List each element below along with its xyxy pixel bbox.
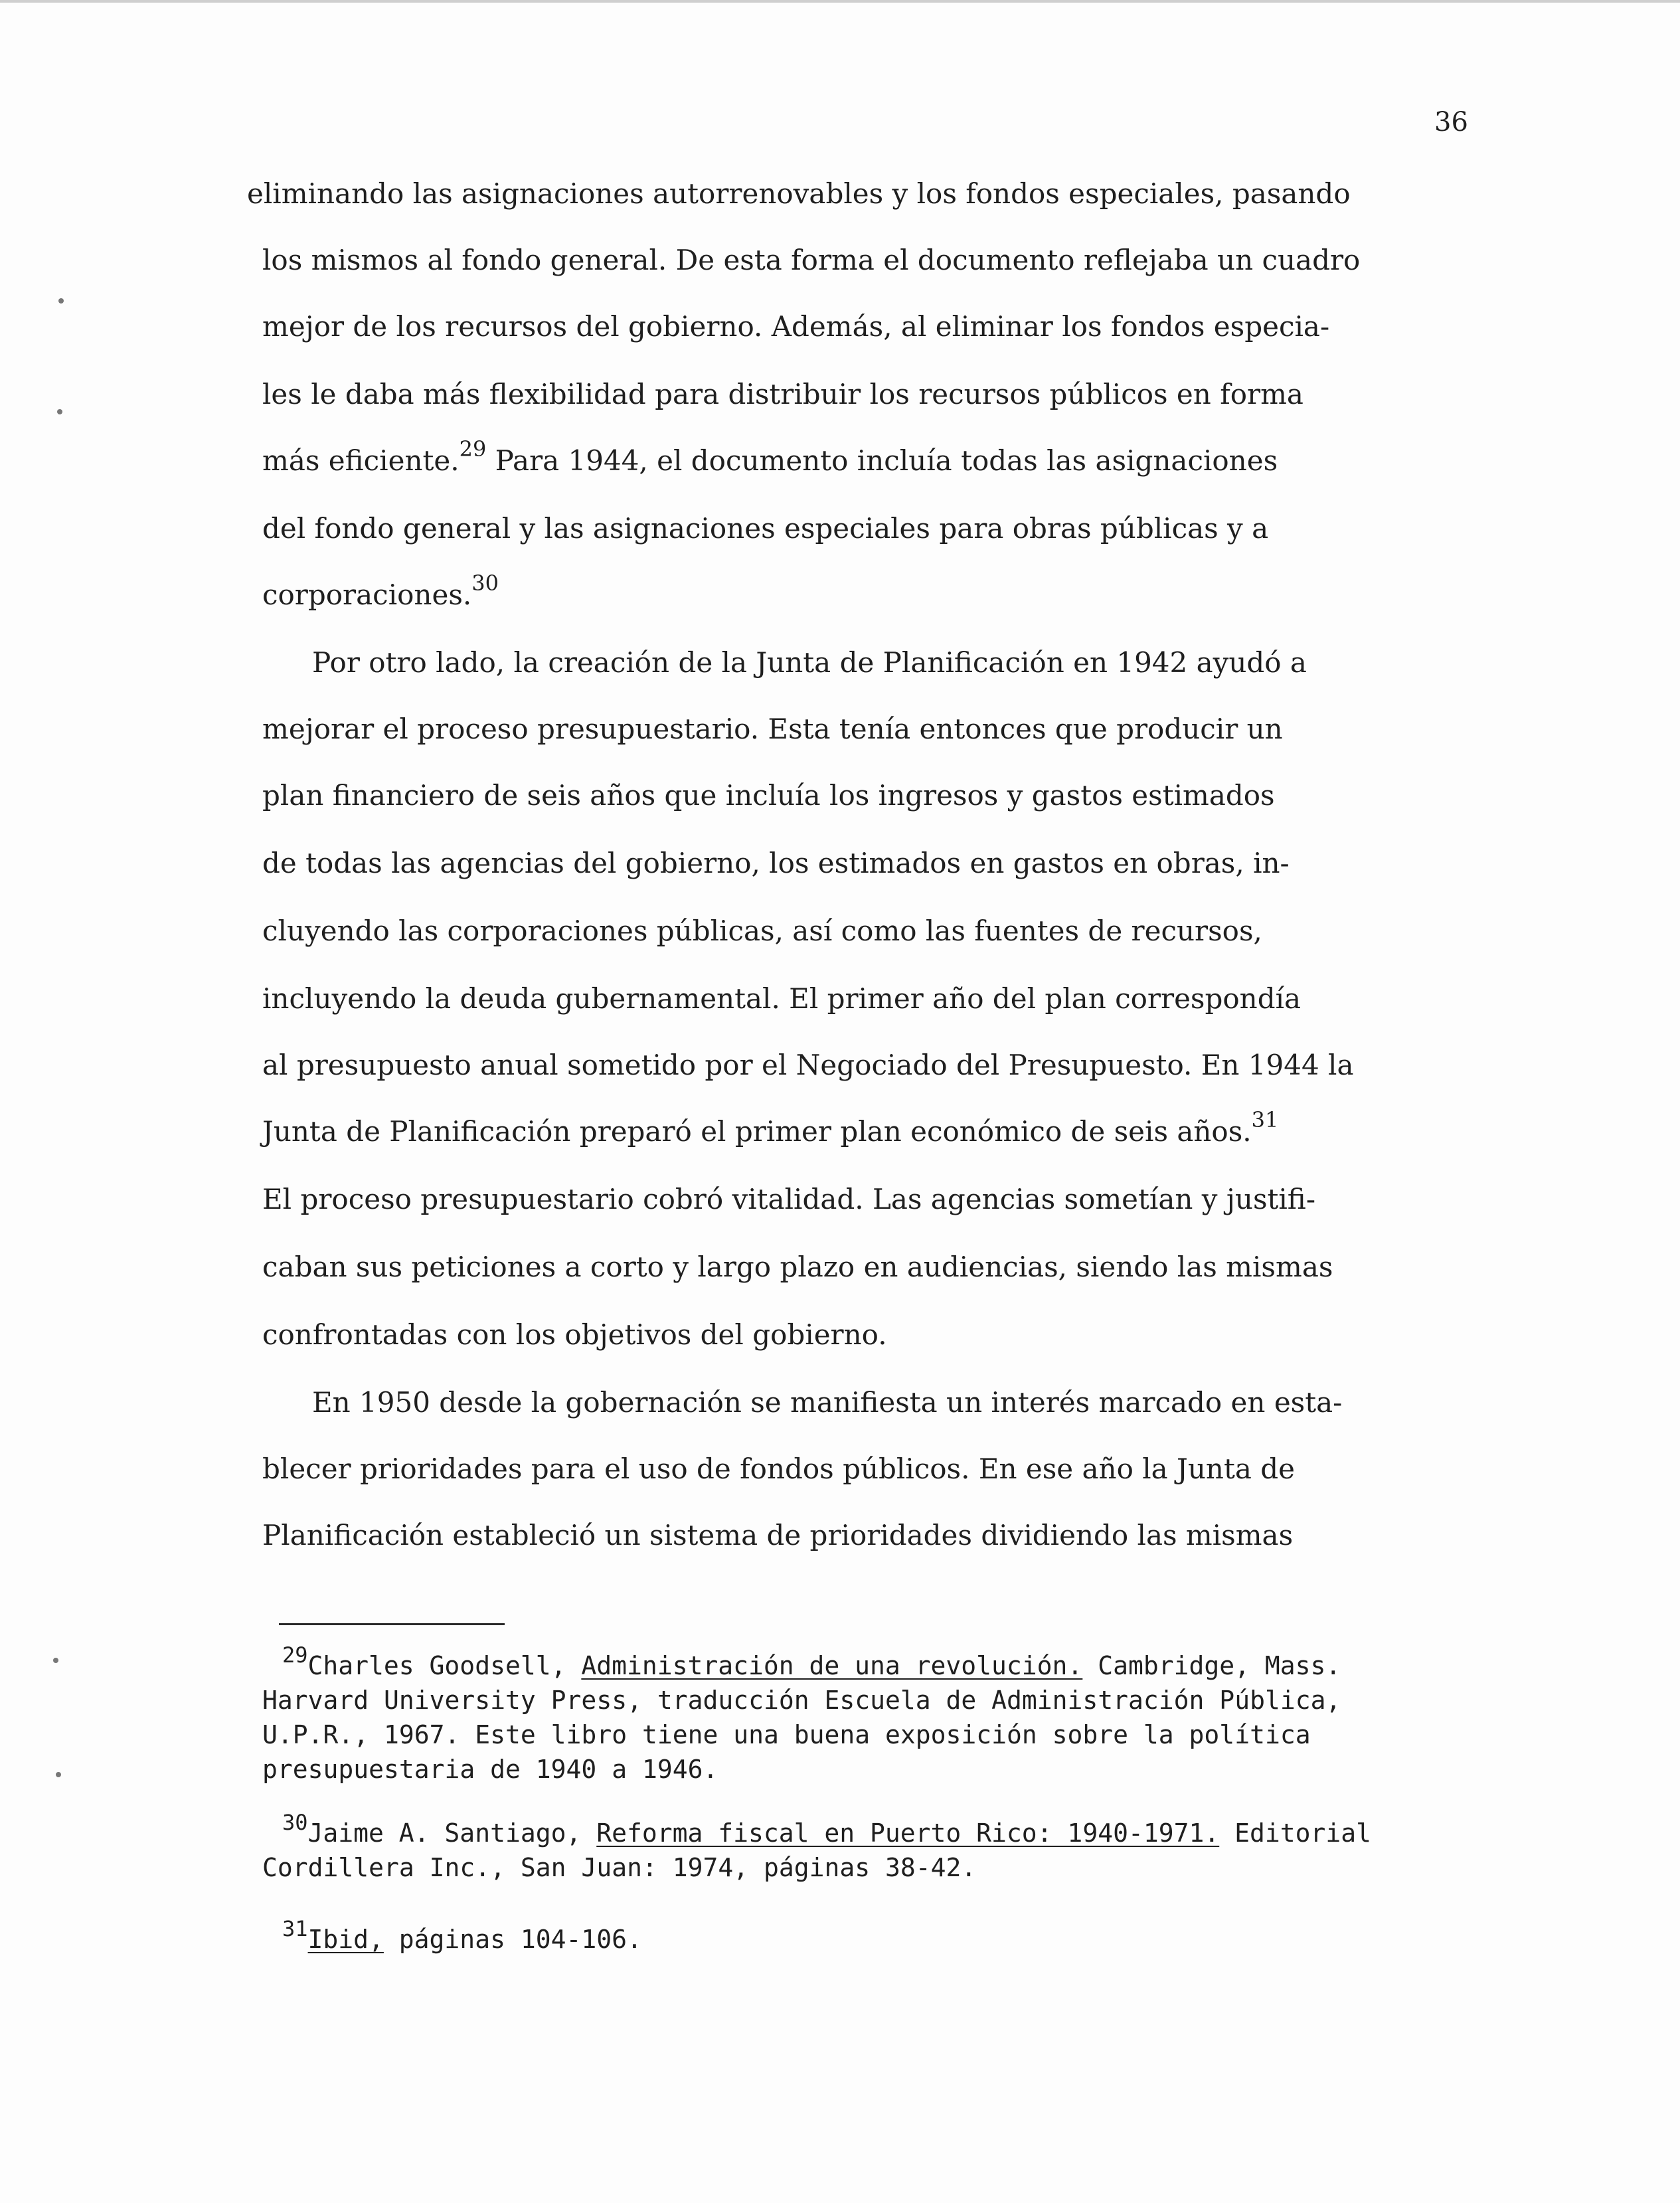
body-line: al presupuesto anual sometido por el Negociado del Presupuesto. En 1944 la	[262, 1049, 1354, 1081]
scan-speck	[57, 409, 62, 414]
footnote-ibid: Ibid,	[307, 1925, 384, 1954]
body-line: blecer prioridades para el uso de fondos públicos. En ese año la Junta de	[262, 1453, 1295, 1485]
body-line: Planificación estableció un sistema de prioridades dividiendo las mismas	[262, 1519, 1294, 1551]
footnote-ref-29: 29	[459, 436, 487, 462]
body-line: del fondo general y las asignaciones especiales para obras públicas y a	[262, 512, 1269, 545]
body-line: mejor de los recursos del gobierno. Además, al eliminar los fondos especia-	[262, 310, 1330, 343]
body-line: cluyendo las corporaciones públicas, así como las fuentes de recursos,	[262, 915, 1262, 947]
scan-speck	[53, 1658, 58, 1663]
footnote-number: 31	[282, 1916, 308, 1942]
footnote-number: 30	[282, 1810, 308, 1836]
body-line: En 1950 desde la gobernación se manifiesta un interés marcado en esta-	[312, 1386, 1343, 1419]
footnote-30	[282, 1810, 1371, 1850]
scan-speck	[56, 1772, 61, 1777]
footnote-line: U.P.R., 1967. Este libro tiene una buena exposición sobre la política	[262, 1720, 1311, 1749]
footnote-text: páginas 104-106.	[383, 1925, 642, 1954]
body-line: de todas las agencias del gobierno, los estimados en gastos en obras, in-	[262, 847, 1290, 879]
body-text: corporaciones.	[262, 578, 472, 611]
footnote-text: Charles Goodsell,	[307, 1651, 582, 1680]
body-line: los mismos al fondo general. De esta forma el documento reflejaba un cuadro	[262, 244, 1361, 276]
body-line: incluyendo la deuda gubernamental. El primer año del plan correspondía	[262, 982, 1302, 1015]
body-line: confrontadas con los objetivos del gobierno.	[262, 1318, 887, 1351]
body-line: plan financiero de seis años que incluía los ingresos y gastos estimados	[262, 779, 1275, 812]
body-line: les le daba más flexibilidad para distribuir los recursos públicos en forma	[262, 378, 1303, 410]
body-line: caban sus peticiones a corto y largo plazo en audiencias, siendo las mismas	[262, 1251, 1333, 1283]
body-text: más eficiente.	[262, 444, 460, 477]
body-text: Junta de Planificación preparó el primer plan económico de seis años.	[262, 1115, 1252, 1148]
footnote-text: Cambridge, Mass.	[1082, 1651, 1341, 1680]
footnote-separator	[279, 1623, 505, 1625]
footnote-line: Harvard University Press, traducción Escuela de Administración Pública,	[262, 1686, 1341, 1715]
body-text: Para 1944, el documento incluía todas las asignaciones	[486, 444, 1278, 477]
footnote-line: presupuestaria de 1940 a 1946.	[262, 1755, 718, 1784]
body-line	[262, 571, 499, 615]
footnote-ref-31: 31	[1251, 1107, 1279, 1132]
footnote-book-title: Administración de una revolución.	[581, 1651, 1083, 1680]
scan-speck	[58, 298, 64, 304]
footnote-ref-30: 30	[471, 571, 499, 596]
footnote-29	[282, 1642, 1341, 1683]
footnote-text: Editorial	[1219, 1818, 1371, 1848]
body-line: mejorar el proceso presupuestario. Esta tenía entonces que producir un	[262, 713, 1283, 745]
body-line	[262, 1107, 1279, 1152]
footnote-text: Jaime A. Santiago,	[307, 1818, 597, 1848]
body-line: El proceso presupuestario cobró vitalidad. Las agencias sometían y justifi-	[262, 1183, 1316, 1215]
body-line: Por otro lado, la creación de la Junta de Planificación en 1942 ayudó a	[312, 646, 1307, 679]
footnote-book-title: Reforma fiscal en Puerto Rico: 1940-1971.	[596, 1818, 1220, 1848]
footnote-line: Cordillera Inc., San Juan: 1974, páginas 38-42.	[262, 1853, 977, 1882]
body-line	[262, 436, 1278, 481]
footnote-31	[282, 1916, 642, 1957]
footnote-number: 29	[282, 1642, 308, 1668]
body-line: eliminando las asignaciones autorrenovables y los fondos especiales, pasando	[247, 177, 1351, 210]
page-number: 36	[1434, 107, 1468, 137]
